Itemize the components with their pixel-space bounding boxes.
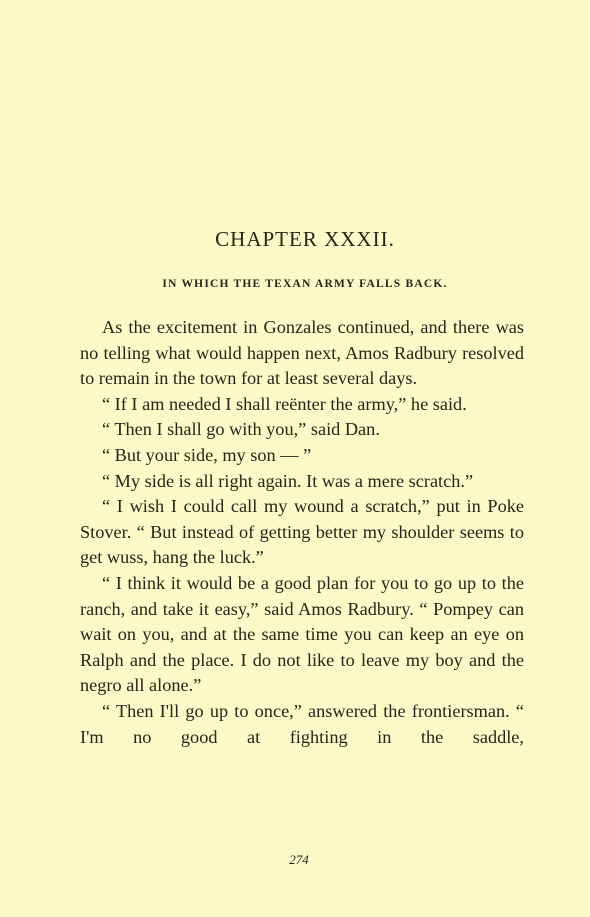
paragraph: As the excitement in Gonzales continued, and there was no telling what would happen next, Amos Radbury resolved to remain in the town for at least several days. (80, 317, 524, 389)
body-text (80, 315, 524, 750)
paragraph: “ If I am needed I shall reënter the army,” he said. (102, 393, 467, 414)
paragraph: “ Then I'll go up to once,” answered the frontiersman. “ I'm no good at fighting in the saddle, (80, 700, 524, 747)
chapter-title: CHAPTER XXXII. (215, 227, 395, 251)
paragraph: “ But your side, my son — ” (102, 444, 312, 465)
paragraph: “ Then I shall go with you,” said Dan. (102, 419, 380, 440)
paragraph: “ I think it would be a good plan for you to go up to the ranch, and take it easy,” said Amos Radbury. “ Pompey can wait on you, and at the same time you can keep an eye on Ralph and the place. I do not like to leave my boy and the negro all alone.” (80, 572, 524, 696)
paragraph: “ I wish I could call my wound a scratch,” put in Poke Stover. “ But instead of getting better my shoulder seems to get wuss, hang the luck.” (80, 496, 524, 568)
chapter-subtitle: IN WHICH THE TEXAN ARMY FALLS BACK. (162, 278, 448, 290)
paragraph: “ My side is all right again. It was a mere scratch.” (102, 470, 474, 491)
page-number: 274 (289, 852, 309, 867)
